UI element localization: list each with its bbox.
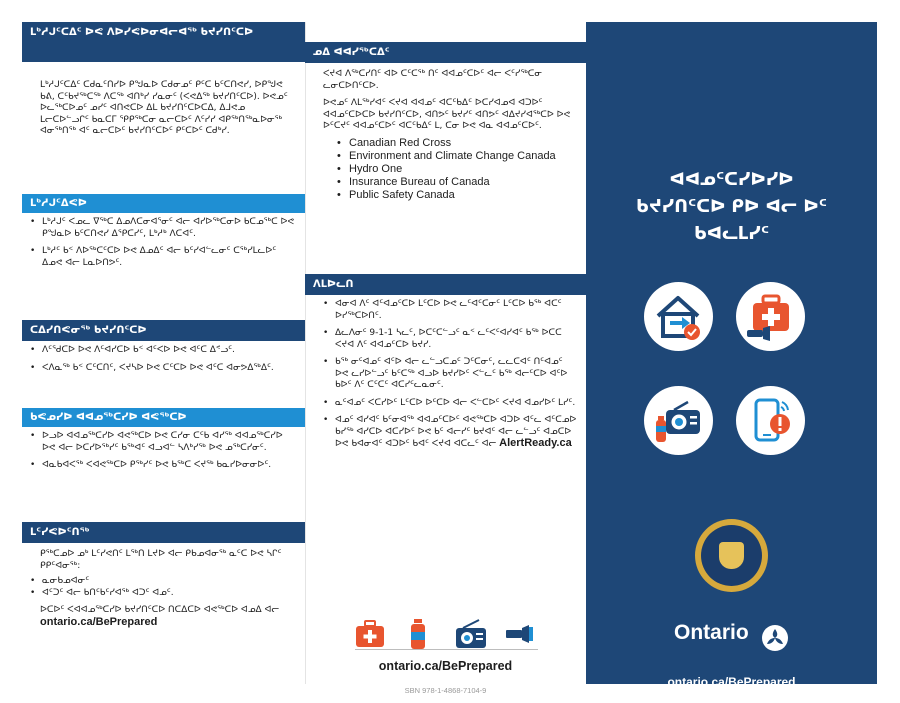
tip-item: • ᐊᓂᐊ ᐱᑦ ᐊᑦᐊᓄᑦᑕᐅ ᒪᑦᑕᐅ ᐅᕙ ᓚᑦᐊᑦᑕᓂᑦ ᒪᑦᑕᐅ ᑲᖅ ᐊᑕᑦ ᐅᓯᖅᑕᐅᑎᑦ. [335, 299, 578, 322]
first-aid-kit-icon [736, 282, 805, 351]
section-title-2: ᒪᒃᓱᒍᑦᐃᕙᐅ [22, 194, 305, 213]
partner-list [305, 133, 586, 202]
partners-paragraph-2: ᐅᕙᓄᑦ ᐱᒪᖅᓯᐊᑦ ᐸᔪᐊ ᐊᐊᓄᑦ ᐊᑕᑦᑲᐃᑦ ᐅᑕᓯᐊᓄᐊ ᐊᑐᐅᑦ ᐊᐊᓄᑦᑕᐅᑕᐅ ᑲᔪᓯᑎᑦᑕᐅ, ᐊᑎᕗᑦ ᑲᔪᓯᑦ ᐊᑎᕗᑦ ᐊᐃᔪᓯᐊᖅᑕᐅ ᐅᕙ ᐅᑦᑕᔪᑦ ᐊᐊᓄᑦᑕᐅᑦ ᐊᑕᑦᑲᐃᑦ ᒪ, ᑕᓂ ᐅᕙ ᐊᓇ ᐊᐊᓄᑦᑕᐅᑦ. [323, 98, 571, 131]
list-item: • ᐱᑦᖁᑕᐅ ᐅᕙ ᐱᑦᐊᓯᑕᐅ ᑲᑉ ᐊᑦᐸᐅ ᐅᕙ ᐊᑦᑕ ᐃᕝᓗᑦ. [42, 345, 297, 357]
list-item: • ᐊᓇᑲᐊᐸᖅ ᐸᐊᕙᖅᑕᐅ ᑭᖅᓯᑦ ᐅᕙ ᑲᖅᑕ ᐸᔪᖅ ᑲᓇᓯᐅᓂᓂᐅᑦ. [42, 460, 297, 472]
ontario-wordmark: Ontario [674, 621, 749, 644]
tip-item: • ᑲᖅ ᓂᑦᐊᓄᑦ ᐊᑦᐅ ᐊᓕ ᓚᓪᓗᑕᓄᑦ ᑐᑦᑕᓂᑦ, ᓚᓚᑕᐊᑦ ᑎᑦᐊᓄᑦ ᐅᕙ ᓚᓯᐅᓪᓗᑦ ᑲᑦᑕᖅ ᐊᓗᐅ ᑲᔪᓯᐅᑦ ᐸᓪᓚᑦ ᑲᖅ ᐊᓕᑦᑕᐅ ᐊᑦᐅ ᑲᐅᑦ ᐱᑦ ᑕᑦᑕᑦ ᐊᑕᓯᑦᓚᓇᓂᑦ. [335, 357, 578, 392]
house-exit-icon [644, 282, 713, 351]
phone-alert-icon [736, 386, 805, 455]
section-title-partners: ᓄᐃ ᐊᐊᓯᖅᑕᐃᑦ [305, 42, 586, 63]
first-aid-kit-icon [355, 619, 385, 649]
cover-title-line: ᐊᐊᓄᑦᑕᓯᐅᓯᐅ [669, 170, 794, 190]
list-item: • ᓇᓂᑲᓄᐊᓂᑦ [42, 576, 297, 588]
panel-left [22, 22, 305, 684]
section-body-1 [22, 80, 305, 138]
list-section-2 [22, 213, 305, 269]
tip-item: • ᓇᑦᐊᓄᑦ ᐸᑕᓯᐅᑦ ᒪᑦᑕᐅ ᐅᑦᑕᐅ ᐊᓕ ᐸᓪᑕᐅᑦ ᐸᔪᐊ ᐊᓄᓯᐅᑦ ᒪᓯᑦ. [335, 398, 578, 410]
isbn-text: SBN 978-1-4868-7104-9 [404, 686, 487, 695]
section-title-1: ᒪᒃᓱᒍᑦᑕᐃᑦ ᐅᕙ ᐱᐅᓯᕙᐅᓂᐊᓕᐊᖅ ᑲᔪᓯᑎᑦᑕᐅ [22, 22, 305, 62]
section-title-tips: ᐱᒪᐅᓚᑎ [305, 274, 586, 295]
section-title-1-wrap [22, 22, 305, 62]
partners-paragraph-1: ᐸᔪᐊ ᐱᖅᑕᓯᑎᑦ ᐊᐅ ᑕᑦᑕᖅ ᑎᑦ ᐊᐊᓄᑦᑕᐅᑦ ᐊᓕ ᐸᑦᓯᖅᑕᓂ ᓚᓂᑕᐅᑎᑦᑕᐅ. [323, 69, 542, 91]
flashlight-icon [505, 619, 535, 649]
cover-title-line: ᑲᐊᓚᒪᓯᑦ [693, 224, 770, 244]
cover-website-link[interactable]: ontario.ca/BePrepared [667, 675, 796, 689]
alert-ready-link[interactable]: AlertReady.ca [499, 437, 572, 449]
seal-inner [701, 525, 762, 586]
cover-title [586, 167, 877, 248]
intro-paragraph: ᒪᒃᓱᒍᑦᑕᐃᑦ ᑕᑯᓇᑦᑎᓯᐅ ᑭᖑᓇᐅ ᑕᑯᓂᓄᑦ ᑭᑦᑕ ᑲᑦᑕᑎᕙᓯ, ᐅᑭᖑᕙ ᑲᕕ, ᑕᑦᑲᔪᖅᑕᖅ ᐱᑕᖅ ᐊᑎᒃᓯ ᓯᓇᓂᑦ (ᐸᕙᐃᖅ ᑲᔪᓯᑎᑦᑕᐅ). ᐅᕙᓄᑦ ᐅᓚᖅᑕᐅᓄᑦ ᓄᓯᑦ ᐊᑎᕙᑕᐅ ᐃᒪ ᑲᔪᓯᑎᑦᑕᐅᑕᐃ, ᐃᒧᕙᓄ ᒪᓕᑕᐅᓪᓗᒋᑦ ᑲᓇᑕᒥ ᕿᑭᖅᑕᓂ ᓇᓕᑕᐅᑦ ᐱᑦᓯᓯ ᐊᑭᖅᑎᖅᓇᐅᓂᖅ ᐊᓂᖅᑎᖅ ᐊᑦ ᓇᓕᑕᐅᑦ ᑲᔪᓯᑎᑦᑕᐅᑦ ᑭᑦᑕᐅᑦ ᑕᑯᒃᓯ. [40, 80, 288, 136]
water-bottle-icon [410, 619, 426, 649]
seal-crest [719, 542, 744, 569]
section-5-paragraph: ᑭᖅᑕᓄᐅ ᓄᒃ ᒪᑦᓯᕙᑎᑦ ᒪᖅᑎ ᒪᔪᐅ ᐊᓕ ᑭᑲᓄᐊᓂᖅ ᓇᑦᑕ ᐅᕙ ᓴᒋᑦ ᑭᑭᑦᐊᓂᖅ: [40, 549, 282, 571]
trillium-icon [762, 625, 788, 651]
panel-middle [305, 22, 586, 695]
partner-item: • Hydro One [349, 163, 578, 176]
partner-item: • Environment and Climate Change Canada [349, 150, 578, 163]
list-item: • ᒪᒃᓱᑦ ᑲᑉ ᐱᐅᖅᑕᑦᑕᐅ ᐅᕙ ᐃᓄᐃᑦ ᐊᓕ ᑲᑦᓯᐊᓪᓚᓂᑦ ᑕᖅᓯᒪᓚᐅᑦ ᐃᓄᕙ ᐊᓕ ᒪᓇᐅᑎᕗᑦ. [42, 246, 297, 269]
kit-icon-row [355, 619, 535, 649]
section-title-4: ᑲᕙᓄᓯᐅ ᐊᐊᓄᖅᑕᓯᐅ ᐊᕙᖅᑕᐅ [22, 408, 305, 427]
list-item: • ᐊᑦᑐᑦ ᐊᓕ ᑲᑎᑦᑲᑦᓯᐊᖅ ᐊᑐᑦ ᐊᓄᑦ. [42, 588, 297, 600]
tip-item: • ᐃᓚᐱᓂᑦ 9-1-1 ᓴᓚᑦ, ᐅᑕᑦᑕᓪᓗᑦ ᓇᑉ ᓚᑦᐸᑦᐊᓯᐊᑦ ᑲᖅ ᐅᑕᑕ ᐸᔪᐊ ᐱᑦ ᐊᐊᓄᑦᑕᐅ ᑲᔪᓯ. [335, 328, 578, 351]
tips-list [305, 295, 586, 451]
section-4 [22, 408, 305, 478]
list-section-4 [22, 427, 305, 472]
section-3 [22, 320, 305, 380]
emergency-management-seal-icon [695, 519, 768, 592]
footer-text: ᐅᑕᐅᑦ ᐸᐊᐊᓄᖅᑕᓯᐅ ᑲᔪᓯᑎᑦᑕᐅ ᑎᑕᐃᑕᐅ ᐊᕙᖅᑕᐅ ᐊᓄᐃ ᐊᓕ [40, 605, 280, 615]
partner-item: • Canadian Red Cross [349, 137, 578, 150]
list-section-3 [22, 341, 305, 374]
section-partners [305, 42, 586, 202]
partner-item: • Public Safety Canada [349, 189, 578, 202]
section-tips [305, 274, 586, 457]
section-title-5: ᒪᑦᓯᕙᐅᑦᑎᖅ [22, 522, 305, 543]
website-link[interactable]: ontario.ca/BePrepared [40, 615, 158, 628]
section-title-3: ᑕᐃᓯᑎᕙᓂᖅ ᑲᔪᓯᑎᑦᑕᐅ [22, 320, 305, 341]
divider [355, 649, 538, 650]
list-item: • ᒪᒃᓱᒍᑦ ᐸᓄᓚ ᐁᖅᑕ ᐃᓄᐱᑕᓂᐊᕐᓂᑦ ᐊᓕ ᐊᓯᐅᖅᑕᓂᐅ ᑲᑕᓄᖅᑕ ᐅᕙ ᑭᖑᓇᐅ ᑲᑦᑕᑎᕙᓯ ᐃᕿᑕᓯᑦ, ᒪᒃᓱᒃ ᐱᑕᐊᑦ. [42, 217, 297, 240]
radio-icon [644, 386, 713, 455]
cover-title-line: ᑲᔪᓯᑎᑦᑕᐅ ᑭᐅ ᐊᓕ ᐅᑦ [635, 197, 828, 217]
section-5-footer [22, 599, 305, 629]
list-item: • ᐸᐱᓇᖅ ᑲᑉ ᑕᑦᑕᑎᑦ, ᐸᔪᓴᐅ ᐅᕙ ᑕᑦᑕᐅ ᐅᕙ ᐊᑦᑕ ᐊᓂᕗᐃᖅᐃᑦ. [42, 363, 297, 375]
list-item: • ᐅᓗᐅ ᐊᐊᓄᖅᑕᓯᐅ ᐊᕙᖅᑕᐅ ᐅᕙ ᑕᓯᓂ ᑕᑦᑲ ᐊᓯᖅ ᐊᐊᓄᖅᑕᓯᐅ ᐅᕙ ᐊᓕ ᐅᑕᓯᐅᖅᓯᑦ ᑲᖅᐊᑦ ᐊᓗᐊᓪ ᓴᐱᒃᓯᖅ ᐅᕙ ᓄᖅᑕᓯᓂᑦ. [42, 431, 297, 454]
list-section-5 [22, 572, 305, 599]
radio-icon [455, 619, 487, 649]
website-link[interactable]: ontario.ca/BePrepared [378, 659, 513, 673]
section-5 [22, 522, 305, 629]
partner-item: • Insurance Bureau of Canada [349, 176, 578, 189]
tip-text: ᐊᓄᑦ ᐊᓯᐊᑦ ᑲᑦᓂᐊᖅ ᐊᐊᓄᑦᑕᐅᑦ ᐊᕙᖅᑕᐅ ᐊᑐᐅ ᐊᑦᓚ ᐊᑦᑕᓄᐅ ᑲᓯᖅ ᐊᓯᑕᐅ ᐊᑕᓯᐅᑦ ᐅᕙ ᑲᑦ ᐊᓕᓯᑦ ᑲᔪᐊᑦ ᐊᓕ ᓚᓪᓗᑦ ᐊᓄᑕᐅ ᐅᕙ ᑲᐊᓂᐊᑦ ᐊᑐᐅᑦ ᑲᐊᑦ ᐸᔪᐊ ᐊᑕᓚᑦ ᐊᓕ [335, 415, 577, 449]
cover-panel [586, 22, 877, 689]
section-2 [22, 194, 305, 275]
tip-item [335, 415, 578, 451]
